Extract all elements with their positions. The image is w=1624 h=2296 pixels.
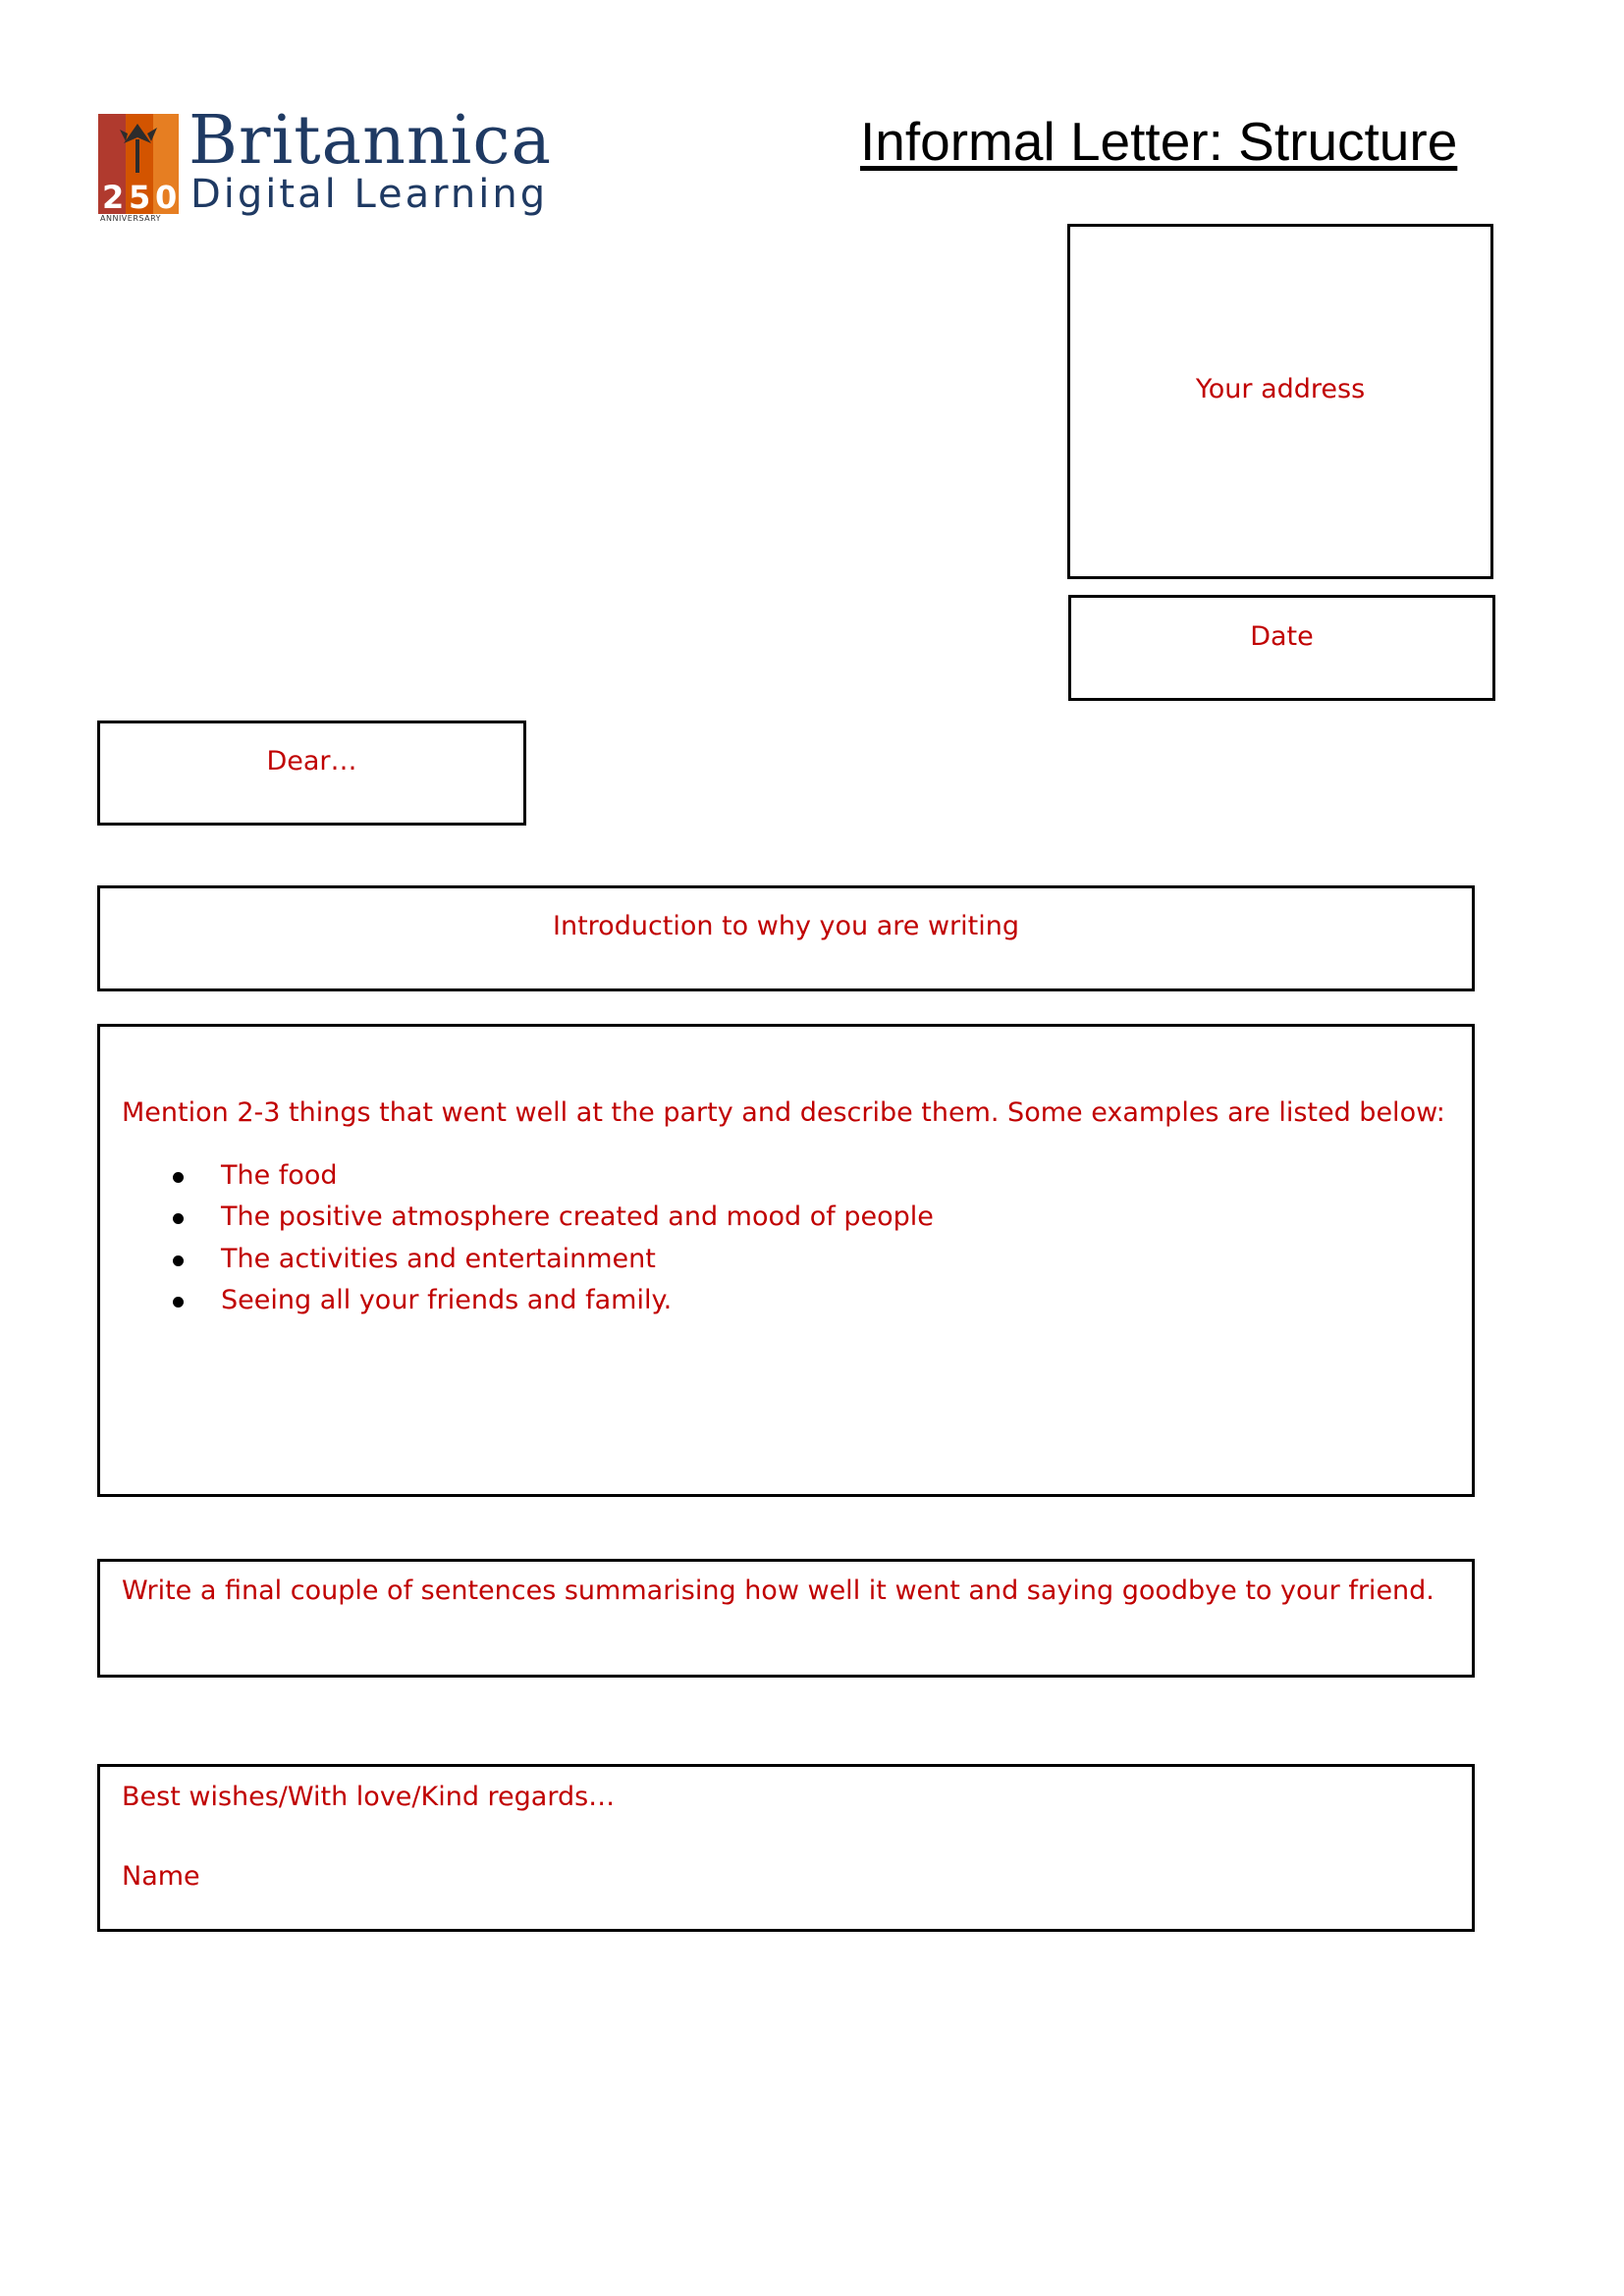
- britannica-logo: [98, 102, 553, 227]
- list-item: The positive atmosphere created and mood of people: [122, 1201, 1398, 1233]
- bullet-icon: [173, 1255, 184, 1266]
- logo-number-5: 5: [129, 179, 151, 214]
- address-box[interactable]: [1067, 224, 1493, 579]
- date-box[interactable]: [1068, 595, 1495, 701]
- signoff-label: Best wishes/With love/Kind regards…: [122, 1782, 616, 1812]
- date-label: Date: [1250, 621, 1314, 652]
- closing-label: Write a final couple of sentences summarising how well it went and saying goodbye to your friend.: [122, 1575, 1435, 1606]
- logo-number-0: 0: [155, 179, 178, 214]
- greeting-box[interactable]: [97, 721, 526, 826]
- bullet-icon: [173, 1297, 184, 1308]
- closing-box[interactable]: [97, 1559, 1475, 1678]
- britannica-logo-mark: [98, 114, 179, 214]
- bullet-icon: [173, 1213, 184, 1224]
- greeting-label: Dear…: [266, 746, 357, 776]
- introduction-label: Introduction to why you are writing: [553, 911, 1019, 941]
- logo-wordmark: Britannica: [189, 102, 553, 180]
- address-label: Your address: [1195, 374, 1366, 404]
- list-item: The activities and entertainment: [122, 1244, 1398, 1275]
- page-title: Informal Letter: Structure: [860, 111, 1458, 172]
- list-item: The food: [122, 1160, 1398, 1192]
- bullet-icon: [173, 1172, 184, 1183]
- name-label: Name: [122, 1861, 200, 1892]
- body-paragraph-box[interactable]: [97, 1024, 1475, 1497]
- list-item: Seeing all your friends and family.: [122, 1285, 1398, 1316]
- logo-subtitle: Digital Learning: [190, 172, 549, 217]
- logo-number-2: 2: [102, 179, 125, 214]
- body-instruction: Mention 2-3 things that went well at the party and describe them. Some examples are listed below:: [122, 1097, 1445, 1128]
- logo-anniversary-label: ANNIVERSARY: [100, 214, 162, 223]
- examples-list: [122, 1160, 1398, 1327]
- signoff-box[interactable]: [97, 1764, 1475, 1932]
- introduction-box[interactable]: [97, 885, 1475, 991]
